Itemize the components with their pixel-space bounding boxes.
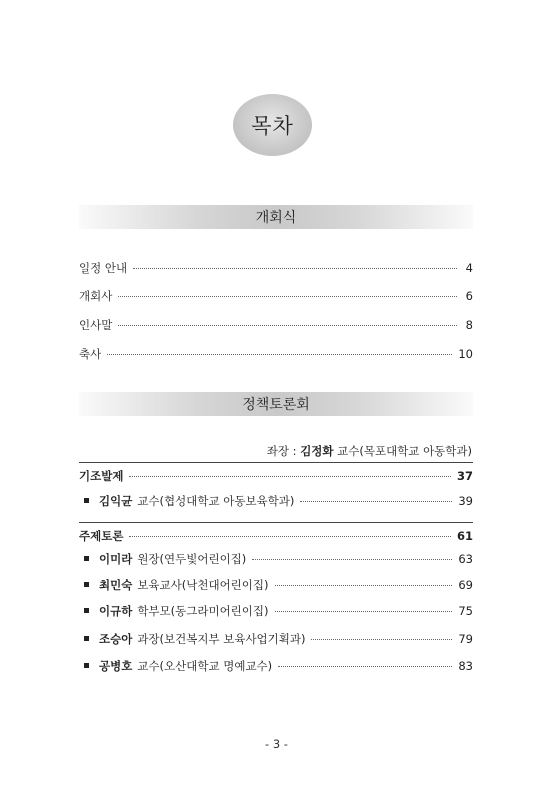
toc-entry-discussion[interactable] [79,528,473,544]
toc-entry-label: 주제토론 [79,529,124,543]
dot-leader [252,559,452,560]
toc-entry-page: 83 [458,659,473,673]
speaker-desc: 과장(보건복지부 보육사업기획과) [137,632,306,646]
speaker-name: 최민숙 [99,578,133,592]
dot-leader [129,476,451,477]
speaker-name: 이규하 [99,604,133,618]
chair-name: 김정화 [300,444,334,458]
toc-entry-page: 75 [458,604,473,618]
toc-entry-page: 37 [456,469,473,483]
section-header-forum [79,392,473,416]
toc-entry-keynote[interactable] [79,468,473,484]
toc-title [233,94,312,156]
chair-line [267,443,472,459]
toc-entry-page: 39 [458,494,473,508]
chair-role: 좌장 : [266,444,297,458]
toc-entry-page: 69 [458,578,473,592]
section-divider [79,522,473,523]
dot-leader [129,536,451,537]
speaker-desc: 원장(연두빛어린이집) [137,552,247,566]
toc-subentry[interactable] [84,658,473,674]
section-heading-text: 정책토론회 [242,397,310,413]
toc-entry-page: 6 [465,289,473,303]
dot-leader [278,666,452,667]
toc-entry-label: 기조발제 [79,469,124,483]
toc-subentry[interactable] [84,577,473,593]
speaker-name: 이미라 [99,552,133,566]
bullet-icon [84,608,89,613]
section-heading-text: 개회식 [255,210,297,226]
bullet-icon [84,556,89,561]
toc-entry-page: 63 [458,552,473,566]
dot-leader [311,639,452,640]
toc-entry-page: 4 [465,261,473,275]
dot-leader [300,501,452,502]
bullet-icon [84,582,89,587]
bullet-icon [84,498,89,503]
bullet-icon [84,636,89,641]
toc-entry-label: 개회사 [79,289,113,303]
toc-subentry[interactable] [84,493,473,509]
dot-leader [133,268,457,269]
chair-affiliation: 교수(목포대학교 아동학과) [337,444,472,458]
speaker-desc: 교수(협성대학교 아동보육학과) [137,494,295,508]
speaker-name: 김익균 [99,494,133,508]
dot-leader [118,325,457,326]
toc-subentry[interactable] [84,631,473,647]
dot-leader [118,296,457,297]
toc-entry-label: 인사말 [79,318,113,332]
dot-leader [275,585,453,586]
page-number: - 3 - [265,737,288,751]
toc-entry[interactable] [79,288,473,304]
toc-entry-label: 일정 안내 [79,261,128,275]
section-divider [79,462,473,463]
dot-leader [275,611,453,612]
bullet-icon [84,663,89,668]
toc-entry-page: 61 [456,529,473,543]
toc-subentry[interactable] [84,603,473,619]
speaker-name: 공병호 [99,659,133,673]
toc-title-text: 목차 [251,114,294,138]
speaker-desc: 교수(오산대학교 명예교수) [137,659,273,673]
toc-entry-page: 10 [458,347,473,361]
speaker-desc: 보육교사(낙천대어린이집) [137,578,269,592]
dot-leader [107,354,452,355]
section-header-opening [79,205,473,229]
toc-entry-page: 8 [465,318,473,332]
toc-entry-page: 79 [458,632,473,646]
toc-entry[interactable] [79,317,473,333]
toc-entry[interactable] [79,346,473,362]
toc-subentry[interactable] [84,551,473,567]
speaker-desc: 학부모(동그라미어린이집) [137,604,269,618]
speaker-name: 조승아 [99,632,133,646]
toc-entry-label: 축사 [79,347,102,361]
toc-entry[interactable] [79,260,473,276]
